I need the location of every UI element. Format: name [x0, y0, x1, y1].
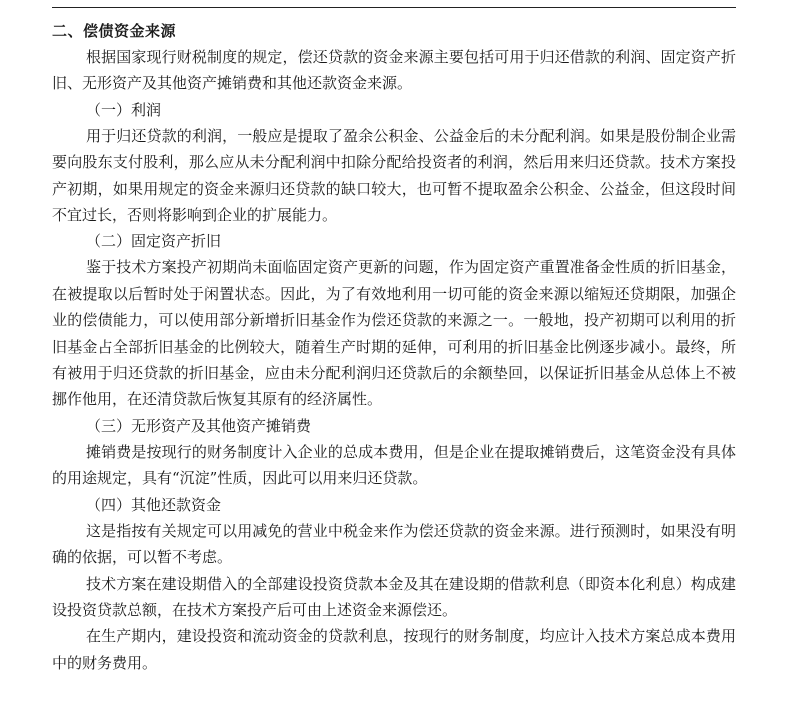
subsection-title-profit: （一）利润: [86, 100, 162, 119]
paragraph-other-funds-3: 在生产期内，建设投资和流动资金的贷款利息，按现行的财务制度，均应计入技术方案总成本费用中的财务费用。: [52, 627, 736, 672]
subsection-title-other-funds: （四）其他还款资金: [86, 495, 222, 514]
intro-paragraph: 根据国家现行财税制度的规定，偿还贷款的资金来源主要包括可用于归还借款的利润、固定资产折旧、无形资产及其他资产摊销费和其他还款资金来源。: [52, 48, 736, 93]
paragraph-other-funds-2: 技术方案在建设期借入的全部建设投资贷款本金及其在建设期的借款利息（即资本化利息）构成建设投资贷款总额，在技术方案投产后可由上述资金来源偿还。: [52, 574, 736, 619]
paragraph-other-funds-1: 这是指按有关规定可以用减免的营业中税金来作为偿还贷款的资金来源。进行预测时，如果没有明确的依据，可以暂不考虑。: [52, 521, 736, 567]
paragraph-depreciation: 鉴于技术方案投产初期尚未面临固定资产更新的问题，作为固定资产重置准备金性质的折旧基金，在被提取以后暂时处于闲置状态。因此，为了有效地利用一切可能的资金来源以缩短还贷期限，加强企业的偿债能力，可以使用部分新增折旧基金作为偿还贷款的来源之一。一般地，投产初期可以利用的折旧基金占全部折旧基金的比例较大，随着生产时期的延伸，可利用的折旧基金比例逐步减小。最终，所有被用于归还贷款的折旧基金，应由未分配利润归还贷款后的余额垫回，以保证折旧基金从总体上不被挪作他用，在还清贷款后恢复其原有的经济属性。: [52, 258, 736, 409]
top-rule: [52, 7, 736, 8]
section-title: 二、偿债资金来源: [52, 22, 177, 40]
subsection-title-amortization: （三）无形资产及其他资产摊销费: [86, 416, 312, 435]
document-body: [52, 18, 736, 676]
subsection-title-depreciation: （二）固定资产折旧: [86, 232, 222, 251]
paragraph-amortization: 摊销费是按现行的财务制度计入企业的总成本费用，但是企业在提取摊销费后，这笔资金没有具体的用途规定，具有“沉淀”性质，因此可以用来归还贷款。: [52, 442, 736, 488]
paragraph-profit: 用于归还贷款的利润，一般应是提取了盈余公积金、公益金后的未分配利润。如果是股份制企业需要向股东支付股利，那么应从未分配利润中扣除分配给投资者的利润，然后用来归还贷款。技术方案投产初期，如果用规定的资金来源归还贷款的缺口较大，也可暂不提取盈余公积金、公益金，但这段时间不宜过长，否则将影响到企业的扩展能力。: [52, 126, 736, 225]
